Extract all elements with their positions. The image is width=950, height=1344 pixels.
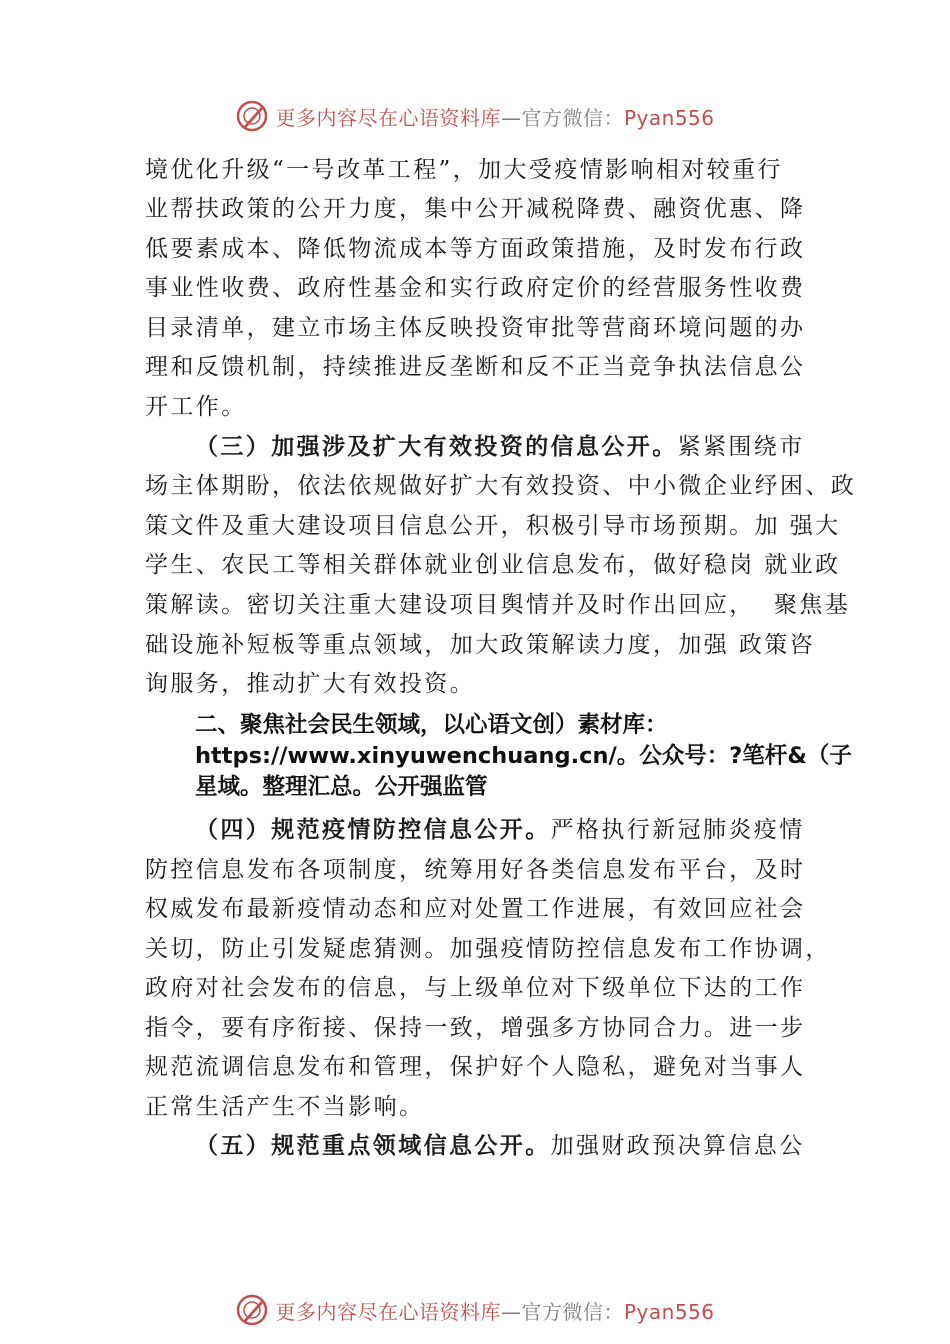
body-line: 规范流调信息发布和管理，保护好个人隐私，避免对当事人 xyxy=(145,1054,806,1080)
body-line: 关切，防止引发疑虑猜测。加强疫情防控信息发布工作协调， xyxy=(145,936,831,962)
body-line: 指令，要有序衔接、保持一致，增强多方协同合力。进一步 xyxy=(145,1015,806,1041)
section-subtitle: （四）规范疫情防控信息公开。 xyxy=(195,816,551,843)
header-watermark xyxy=(0,96,950,136)
section-heading-line: 二、聚焦社会民生领域，以心语文创）素材库： xyxy=(195,712,668,738)
body-line: 事业性收费、政府性基金和实行政府定价的经营服务性收费 xyxy=(145,275,806,301)
body-line: 正常生活产生不当影响。 xyxy=(145,1094,425,1120)
body-line: 权威发布最新疫情动态和应对处置工作进展，有效回应社会 xyxy=(145,896,806,922)
body-line: 防控信息发布各项制度，统筹用好各类信息发布平台，及时 xyxy=(145,857,806,883)
section-heading-line: https://www.xinyuwenchuang.cn/。公众号：?笔杆&（子 xyxy=(195,743,852,769)
body-line: 学生、农民工等相关群体就业创业信息发布，做好稳岗 就业政 xyxy=(145,552,841,578)
body-line: 策文件及重大建设项目信息公开，积极引导市场预期。加 强大 xyxy=(145,513,841,539)
body-line: 低要素成本、降低物流成本等方面政策措施，及时发布行政 xyxy=(145,236,806,262)
watermark-text: 更多内容尽在心语资料库—官方微信：Pyan556 xyxy=(275,105,715,130)
paragraph-lead-line: （五）规范重点领域信息公开。加强财政预决算信息公 xyxy=(195,1132,805,1159)
body-line: 理和反馈机制，持续推进反垄断和反不正当竞争执法信息公 xyxy=(145,354,806,380)
section-subtitle: （三）加强涉及扩大有效投资的信息公开。 xyxy=(195,433,678,460)
body-line: 政府对社会发布的信息，与上级单位对下级单位下达的工作 xyxy=(145,975,806,1001)
body-line: 询服务，推动扩大有效投资。 xyxy=(145,671,476,697)
footer-watermark xyxy=(0,1290,950,1330)
paragraph-lead-line: （三）加强涉及扩大有效投资的信息公开。紧紧围绕市 xyxy=(195,433,805,460)
section-subtitle: （五）规范重点领域信息公开。 xyxy=(195,1132,551,1159)
watermark-text: 更多内容尽在心语资料库—官方微信：Pyan556 xyxy=(275,1299,715,1324)
brush-logo-icon xyxy=(235,99,269,133)
paragraph-lead-line: （四）规范疫情防控信息公开。严格执行新冠肺炎疫情 xyxy=(195,816,805,843)
body-line: 场主体期盼，依法依规做好扩大有效投资、中小微企业纾困、政 xyxy=(145,473,857,499)
body-line: 策解读。密切关注重大建设项目舆情并及时作出回应， 聚焦基 xyxy=(145,592,851,618)
body-line: 础设施补短板等重点领域，加大政策解读力度，加强 政策咨 xyxy=(145,632,816,658)
brush-logo-icon xyxy=(235,1293,269,1327)
body-line: 开工作。 xyxy=(145,394,247,420)
body-line: 业帮扶政策的公开力度，集中公开减税降费、融资优惠、降 xyxy=(145,196,806,222)
section-heading-line: 星域。整理汇总。公开强监管 xyxy=(195,774,488,800)
body-line: 目录清单，建立市场主体反映投资审批等营商环境问题的办 xyxy=(145,315,806,341)
body-line: 境优化升级“一号改革工程”，加大受疫情影响相对较重行 xyxy=(145,157,783,183)
